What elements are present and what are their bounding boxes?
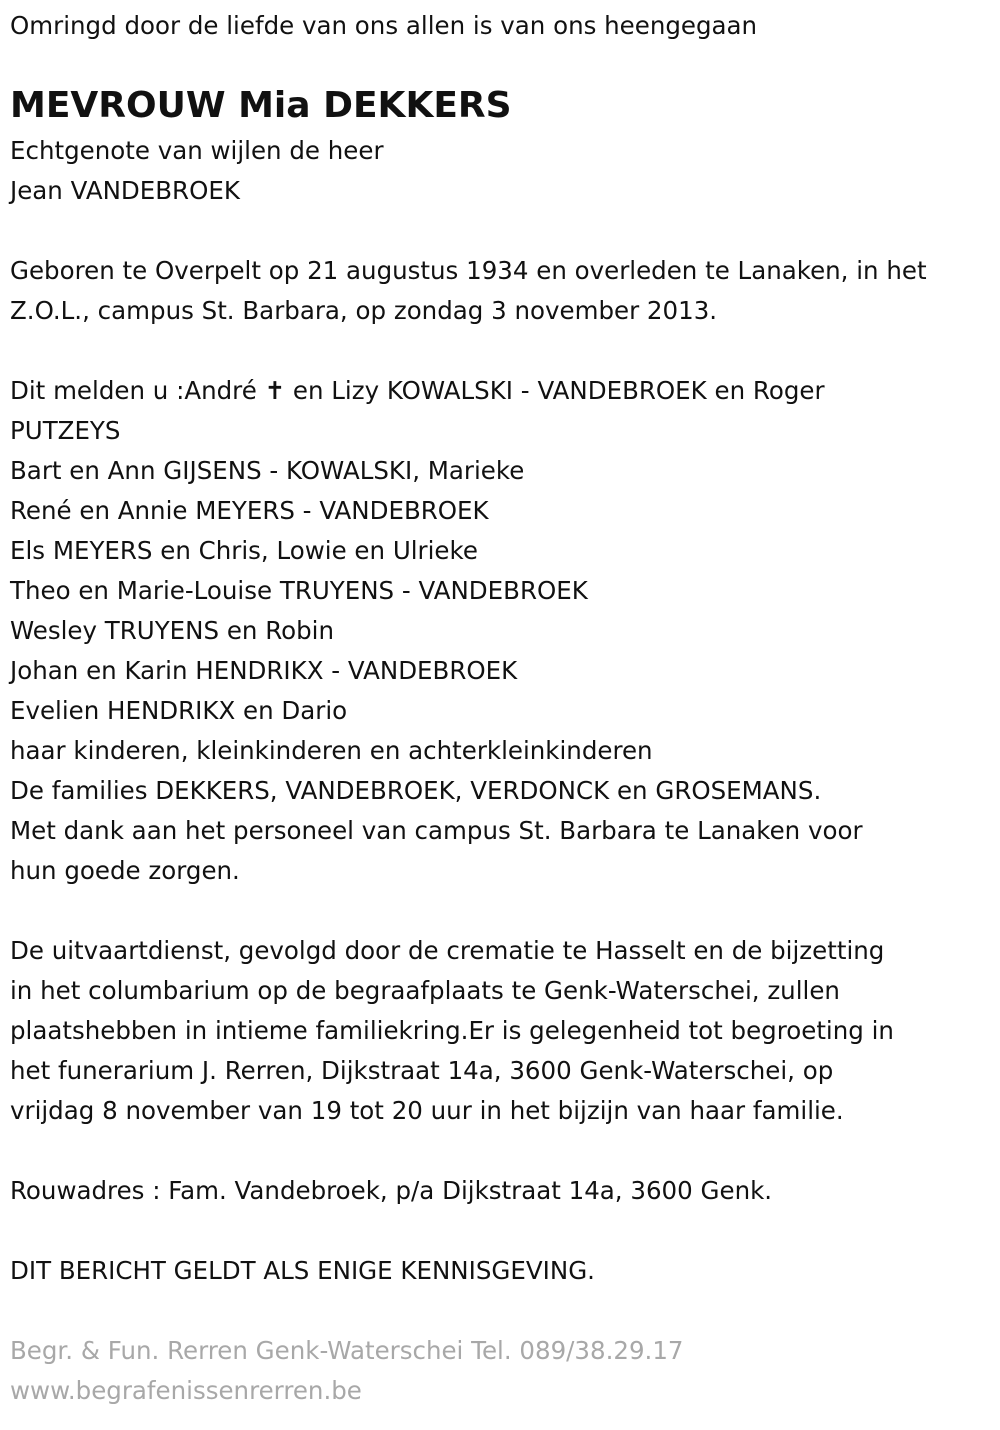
birth-death-line: Geboren te Overpelt op 21 augustus 1934 en overleden te Lanaken, in het bbox=[10, 256, 927, 285]
announcers-first-line bbox=[10, 371, 995, 411]
announcer-line: René en Annie MEYERS - VANDEBROEK bbox=[10, 496, 489, 525]
funeral-line: vrijdag 8 november van 19 tot 20 uur in het bijzijn van haar familie. bbox=[10, 1096, 844, 1125]
funeral-line: De uitvaartdienst, gevolgd door de crematie te Hasselt en de bijzetting bbox=[10, 936, 885, 965]
announcer-line: PUTZEYS bbox=[10, 416, 121, 445]
funeral-line: in het columbarium op de begraafplaats te Genk-Waterschei, zullen bbox=[10, 976, 840, 1005]
announcer-line: Wesley TRUYENS en Robin bbox=[10, 616, 335, 645]
spacer bbox=[10, 1291, 995, 1331]
spouse-line: Echtgenote van wijlen de heer bbox=[10, 136, 384, 165]
spacer bbox=[10, 891, 995, 931]
announcer-line: Bart en Ann GIJSENS - KOWALSKI, Marieke bbox=[10, 456, 525, 485]
funeral-line: het funerarium J. Rerren, Dijkstraat 14a, 3600 Genk-Waterschei, op bbox=[10, 1056, 834, 1085]
announcers-prefix: Dit melden u :André bbox=[10, 376, 265, 405]
funeral-home-info: Begr. & Fun. Rerren Genk-Waterschei Tel. 089/38.29.17 bbox=[10, 1336, 684, 1365]
notice-text: DIT BERICHT GELDT ALS ENIGE KENNISGEVING. bbox=[10, 1256, 595, 1285]
announcer-line: hun goede zorgen. bbox=[10, 856, 240, 885]
announcer-line: Els MEYERS en Chris, Lowie en Ulrieke bbox=[10, 536, 478, 565]
funeral-line: plaatshebben in intieme familiekring.Er is gelegenheid tot begroeting in bbox=[10, 1016, 894, 1045]
spacer bbox=[10, 211, 995, 251]
intro-text: Omringd door de liefde van ons allen is van ons heengegaan bbox=[10, 11, 758, 40]
announcer-line: Met dank aan het personeel van campus St. Barbara te Lanaken voor bbox=[10, 816, 863, 845]
cross-icon: ✝ bbox=[264, 376, 286, 405]
announcers-suffix: en Lizy KOWALSKI - VANDEBROEK en Roger bbox=[285, 376, 825, 405]
spouse-name: Jean VANDEBROEK bbox=[10, 176, 240, 205]
announcer-line: De families DEKKERS, VANDEBROEK, VERDONCK en GROSEMANS. bbox=[10, 776, 822, 805]
spacer bbox=[10, 1131, 995, 1171]
announcer-line: Evelien HENDRIKX en Dario bbox=[10, 696, 348, 725]
spacer bbox=[10, 1211, 995, 1251]
funeral-home-website: www.begrafenissenrerren.be bbox=[10, 1376, 362, 1405]
spacer bbox=[10, 331, 995, 371]
announcer-line: Johan en Karin HENDRIKX - VANDEBROEK bbox=[10, 656, 518, 685]
announcer-line: Theo en Marie-Louise TRUYENS - VANDEBROEK bbox=[10, 576, 588, 605]
mourning-address: Rouwadres : Fam. Vandebroek, p/a Dijkstraat 14a, 3600 Genk. bbox=[10, 1176, 773, 1205]
obituary-notice bbox=[10, 0, 995, 1411]
deceased-name: MEVROUW Mia DEKKERS bbox=[10, 85, 512, 126]
announcer-line: haar kinderen, kleinkinderen en achterkleinkinderen bbox=[10, 736, 653, 765]
birth-death-line: Z.O.L., campus St. Barbara, op zondag 3 november 2013. bbox=[10, 296, 718, 325]
